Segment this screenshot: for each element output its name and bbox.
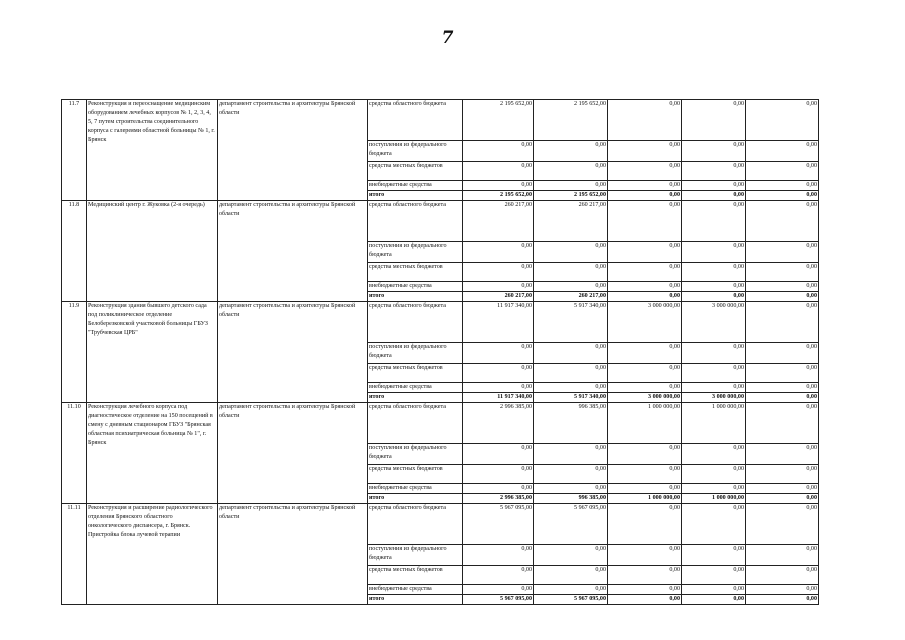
funding-source: поступления из федерального бюджета: [368, 545, 463, 566]
funding-source: внебюджетные средства: [368, 484, 463, 494]
amount-cell: 0,00: [534, 383, 608, 393]
amount-cell: 0,00: [608, 364, 682, 383]
amount-cell: 996 385,00: [534, 494, 608, 504]
amount-cell: 0,00: [746, 595, 819, 605]
amount-cell: 0,00: [534, 282, 608, 292]
executor: департамент строительства и архитектуры Брянской области: [218, 302, 368, 403]
amount-cell: 0,00: [746, 242, 819, 263]
amount-cell: 0,00: [746, 403, 819, 444]
funding-source: внебюджетные средства: [368, 383, 463, 393]
amount-cell: 0,00: [463, 585, 534, 595]
amount-cell: 3 000 000,00: [682, 302, 746, 343]
amount-cell: 0,00: [463, 364, 534, 383]
amount-cell: 0,00: [608, 343, 682, 364]
table-row: [62, 504, 819, 545]
amount-cell: 0,00: [534, 141, 608, 162]
item-number: 11.9: [62, 302, 87, 403]
amount-cell: 0,00: [746, 181, 819, 191]
amount-cell: 11 917 340,00: [463, 393, 534, 403]
amount-cell: 260 217,00: [463, 201, 534, 242]
amount-cell: 0,00: [608, 292, 682, 302]
amount-cell: 2 195 652,00: [463, 191, 534, 201]
amount-cell: 0,00: [746, 484, 819, 494]
amount-cell: 0,00: [463, 566, 534, 585]
amount-cell: 0,00: [682, 141, 746, 162]
amount-cell: 1 000 000,00: [608, 494, 682, 504]
amount-cell: 0,00: [682, 191, 746, 201]
amount-cell: 0,00: [608, 100, 682, 141]
amount-cell: 0,00: [534, 585, 608, 595]
amount-cell: 0,00: [534, 343, 608, 364]
amount-cell: 0,00: [682, 595, 746, 605]
amount-cell: 0,00: [682, 383, 746, 393]
funding-source: средства областного бюджета: [368, 504, 463, 545]
funding-source: средства местных бюджетов: [368, 162, 463, 181]
amount-cell: 0,00: [608, 162, 682, 181]
amount-cell: 0,00: [608, 484, 682, 494]
funding-source: итого: [368, 191, 463, 201]
amount-cell: 0,00: [608, 201, 682, 242]
funding-source: итого: [368, 292, 463, 302]
amount-cell: 0,00: [682, 364, 746, 383]
amount-cell: 0,00: [682, 343, 746, 364]
amount-cell: 0,00: [608, 545, 682, 566]
table-body: [62, 100, 819, 605]
amount-cell: 0,00: [682, 566, 746, 585]
amount-cell: 0,00: [608, 595, 682, 605]
amount-cell: 0,00: [463, 162, 534, 181]
amount-cell: 996 385,00: [534, 403, 608, 444]
executor: департамент строительства и архитектуры Брянской области: [218, 201, 368, 302]
funding-source: поступления из федерального бюджета: [368, 242, 463, 263]
amount-cell: 260 217,00: [463, 292, 534, 302]
amount-cell: 0,00: [746, 465, 819, 484]
program-table: [61, 99, 819, 605]
project-name: Реконструкция и расширение радиологического отделения Брянского областного онкологического диспансера, г. Брянск. Пристройка блока лучевой терапии: [87, 504, 218, 605]
amount-cell: 0,00: [746, 141, 819, 162]
amount-cell: 0,00: [682, 504, 746, 545]
funding-source: внебюджетные средства: [368, 585, 463, 595]
amount-cell: 0,00: [746, 494, 819, 504]
amount-cell: 0,00: [746, 201, 819, 242]
amount-cell: 2 195 652,00: [534, 191, 608, 201]
amount-cell: 5 967 095,00: [534, 504, 608, 545]
amount-cell: 0,00: [463, 545, 534, 566]
amount-cell: 0,00: [608, 444, 682, 465]
amount-cell: 0,00: [746, 545, 819, 566]
executor: департамент строительства и архитектуры Брянской области: [218, 100, 368, 201]
amount-cell: 0,00: [608, 141, 682, 162]
funding-source: средства местных бюджетов: [368, 263, 463, 282]
table-row: [62, 403, 819, 444]
amount-cell: 0,00: [608, 242, 682, 263]
amount-cell: 0,00: [534, 484, 608, 494]
amount-cell: 0,00: [534, 162, 608, 181]
amount-cell: 0,00: [682, 292, 746, 302]
funding-source: поступления из федерального бюджета: [368, 444, 463, 465]
amount-cell: 0,00: [746, 191, 819, 201]
page-number: 7: [441, 28, 454, 48]
table-row: [62, 302, 819, 343]
amount-cell: 0,00: [463, 141, 534, 162]
amount-cell: 0,00: [682, 100, 746, 141]
amount-cell: 0,00: [463, 282, 534, 292]
item-number: 11.8: [62, 201, 87, 302]
amount-cell: 0,00: [746, 504, 819, 545]
funding-source: итого: [368, 393, 463, 403]
project-name: Реконструкция лечебного корпуса под диагностическое отделение на 150 посещений в смену с дневным стационаром ГБУЗ "Брянская областная психиатрическая больница № 1", г. Брянск: [87, 403, 218, 504]
amount-cell: 0,00: [608, 191, 682, 201]
amount-cell: 0,00: [682, 585, 746, 595]
amount-cell: 0,00: [463, 383, 534, 393]
amount-cell: 0,00: [608, 383, 682, 393]
amount-cell: 0,00: [463, 343, 534, 364]
funding-source: средства областного бюджета: [368, 201, 463, 242]
amount-cell: 0,00: [534, 545, 608, 566]
amount-cell: 0,00: [463, 465, 534, 484]
amount-cell: 0,00: [746, 100, 819, 141]
funding-source: итого: [368, 494, 463, 504]
amount-cell: 0,00: [746, 585, 819, 595]
amount-cell: 0,00: [746, 383, 819, 393]
funding-source: внебюджетные средства: [368, 181, 463, 191]
amount-cell: 0,00: [746, 282, 819, 292]
amount-cell: 0,00: [534, 566, 608, 585]
amount-cell: 2 195 652,00: [534, 100, 608, 141]
amount-cell: 0,00: [682, 162, 746, 181]
funding-source: средства областного бюджета: [368, 100, 463, 141]
amount-cell: 0,00: [682, 242, 746, 263]
project-name: Реконструкция и переоснащение медицинским оборудованием лечебных корпусов № 1, 2, 3, 4, 5, 7 путем строительства соединительного корпуса с галереями областной больницы № 1, г. Брянск: [87, 100, 218, 201]
funding-source: внебюджетные средства: [368, 282, 463, 292]
amount-cell: 0,00: [534, 444, 608, 465]
amount-cell: 0,00: [682, 484, 746, 494]
project-name: Медицинский центр г. Жуковка (2-я очередь): [87, 201, 218, 302]
amount-cell: 0,00: [682, 263, 746, 282]
amount-cell: 0,00: [534, 465, 608, 484]
executor: департамент строительства и архитектуры Брянской области: [218, 403, 368, 504]
funding-source: средства местных бюджетов: [368, 465, 463, 484]
amount-cell: 0,00: [682, 201, 746, 242]
amount-cell: 0,00: [534, 181, 608, 191]
amount-cell: 5 967 095,00: [463, 595, 534, 605]
funding-source: средства местных бюджетов: [368, 364, 463, 383]
funding-source: средства местных бюджетов: [368, 566, 463, 585]
project-name: Реконструкция здания бывшего детского сада под поликлиническое отделение Белоберезковской участковой больницы ГБУЗ "Трубчевская ЦРБ": [87, 302, 218, 403]
amount-cell: 0,00: [608, 263, 682, 282]
amount-cell: 260 217,00: [534, 292, 608, 302]
amount-cell: 5 967 095,00: [463, 504, 534, 545]
amount-cell: 0,00: [608, 282, 682, 292]
amount-cell: 0,00: [608, 585, 682, 595]
amount-cell: 5 917 340,00: [534, 302, 608, 343]
amount-cell: 2 195 652,00: [463, 100, 534, 141]
funding-source: поступления из федерального бюджета: [368, 141, 463, 162]
amount-cell: 0,00: [682, 444, 746, 465]
funding-source: средства областного бюджета: [368, 403, 463, 444]
amount-cell: 0,00: [746, 263, 819, 282]
amount-cell: 0,00: [682, 282, 746, 292]
amount-cell: 0,00: [534, 242, 608, 263]
amount-cell: 1 000 000,00: [682, 403, 746, 444]
item-number: 11.10: [62, 403, 87, 504]
amount-cell: 0,00: [746, 302, 819, 343]
funding-source: итого: [368, 595, 463, 605]
item-number: 11.7: [62, 100, 87, 201]
item-number: 11.11: [62, 504, 87, 605]
amount-cell: 0,00: [608, 504, 682, 545]
amount-cell: 2 996 385,00: [463, 403, 534, 444]
amount-cell: 0,00: [682, 465, 746, 484]
executor: департамент строительства и архитектуры Брянской области: [218, 504, 368, 605]
amount-cell: 5 967 095,00: [534, 595, 608, 605]
amount-cell: 0,00: [534, 364, 608, 383]
amount-cell: 0,00: [746, 343, 819, 364]
amount-cell: 0,00: [746, 566, 819, 585]
amount-cell: 0,00: [746, 162, 819, 181]
amount-cell: 1 000 000,00: [608, 403, 682, 444]
amount-cell: 3 000 000,00: [608, 393, 682, 403]
amount-cell: 0,00: [746, 393, 819, 403]
amount-cell: 3 000 000,00: [608, 302, 682, 343]
amount-cell: 0,00: [608, 566, 682, 585]
funding-source: средства областного бюджета: [368, 302, 463, 343]
amount-cell: 0,00: [682, 181, 746, 191]
amount-cell: 0,00: [608, 181, 682, 191]
table-row: [62, 100, 819, 141]
amount-cell: 0,00: [608, 465, 682, 484]
amount-cell: 11 917 340,00: [463, 302, 534, 343]
amount-cell: 5 917 340,00: [534, 393, 608, 403]
table-row: [62, 201, 819, 242]
amount-cell: 2 996 385,00: [463, 494, 534, 504]
amount-cell: 0,00: [463, 181, 534, 191]
amount-cell: 0,00: [463, 263, 534, 282]
amount-cell: 0,00: [746, 444, 819, 465]
amount-cell: 0,00: [682, 545, 746, 566]
amount-cell: 0,00: [463, 444, 534, 465]
amount-cell: 260 217,00: [534, 201, 608, 242]
amount-cell: 0,00: [463, 242, 534, 263]
amount-cell: 0,00: [534, 263, 608, 282]
amount-cell: 1 000 000,00: [682, 494, 746, 504]
amount-cell: 0,00: [463, 484, 534, 494]
amount-cell: 3 000 000,00: [682, 393, 746, 403]
funding-source: поступления из федерального бюджета: [368, 343, 463, 364]
amount-cell: 0,00: [746, 292, 819, 302]
amount-cell: 0,00: [746, 364, 819, 383]
